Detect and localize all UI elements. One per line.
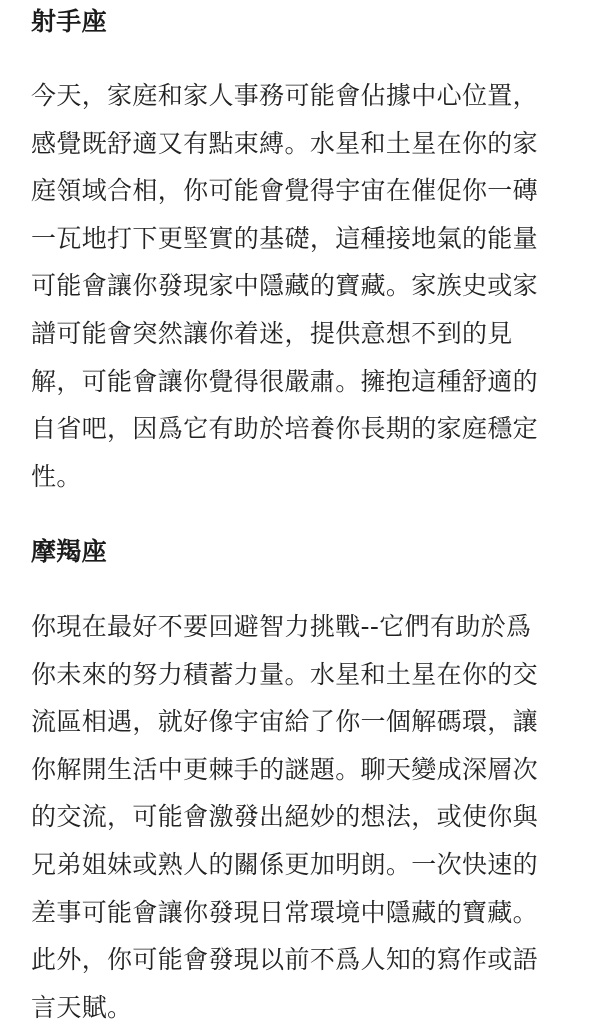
section-title-capricorn: 摩羯座 — [31, 537, 107, 566]
paragraph-line: 差事可能會讓你發現日常環境中隱藏的寶藏。 — [31, 897, 539, 927]
paragraph-line: 自省吧，因爲它有助於培養你長期的家庭穩定 — [31, 414, 539, 444]
paragraph-line: 你現在最好不要回避智力挑戰--它們有助於爲 — [31, 612, 532, 641]
paragraph-line: 今天，家庭和家人事務可能會佔據中心位置， — [31, 81, 539, 110]
section-body-sagittarius — [31, 72, 583, 500]
paragraph-line: 此外，你可能會發現以前不爲人知的寫作或語 — [31, 945, 539, 975]
paragraph-line: 解，可能會讓你覺得很嚴肅。擁抱這種舒適的 — [31, 366, 539, 396]
paragraph-line: 兄弟姐妹或熟人的關係更加明朗。一次快速的 — [31, 849, 539, 879]
paragraph-line: 可能會讓你發現家中隱藏的寶藏。家族史或家 — [31, 271, 539, 301]
section-body-capricorn — [31, 603, 583, 1024]
paragraph-line: 你未來的努力積蓄力量。水星和土星在你的交 — [31, 659, 539, 689]
paragraph-line: 一瓦地打下更堅實的基礎，這種接地氣的能量 — [31, 223, 539, 253]
paragraph-line: 譜可能會突然讓你着迷，提供意想不到的見 — [31, 318, 513, 348]
paragraph-line: 庭領域合相，你可能會覺得宇宙在催促你一磚 — [31, 176, 539, 206]
paragraph-line: 感覺既舒適又有點束縛。水星和土星在你的家 — [31, 128, 539, 158]
paragraph-line: 言天賦。 — [31, 992, 133, 1022]
paragraph-line: 流區相遇，就好像宇宙給了你一個解碼環，讓 — [31, 707, 539, 737]
paragraph-line: 的交流，可能會激發出絕妙的想法，或使你與 — [31, 802, 539, 832]
section-title-sagittarius: 射手座 — [31, 7, 107, 36]
paragraph-line: 性。 — [31, 461, 82, 491]
paragraph-line: 你解開生活中更棘手的謎題。聊天變成深層次 — [31, 754, 539, 784]
